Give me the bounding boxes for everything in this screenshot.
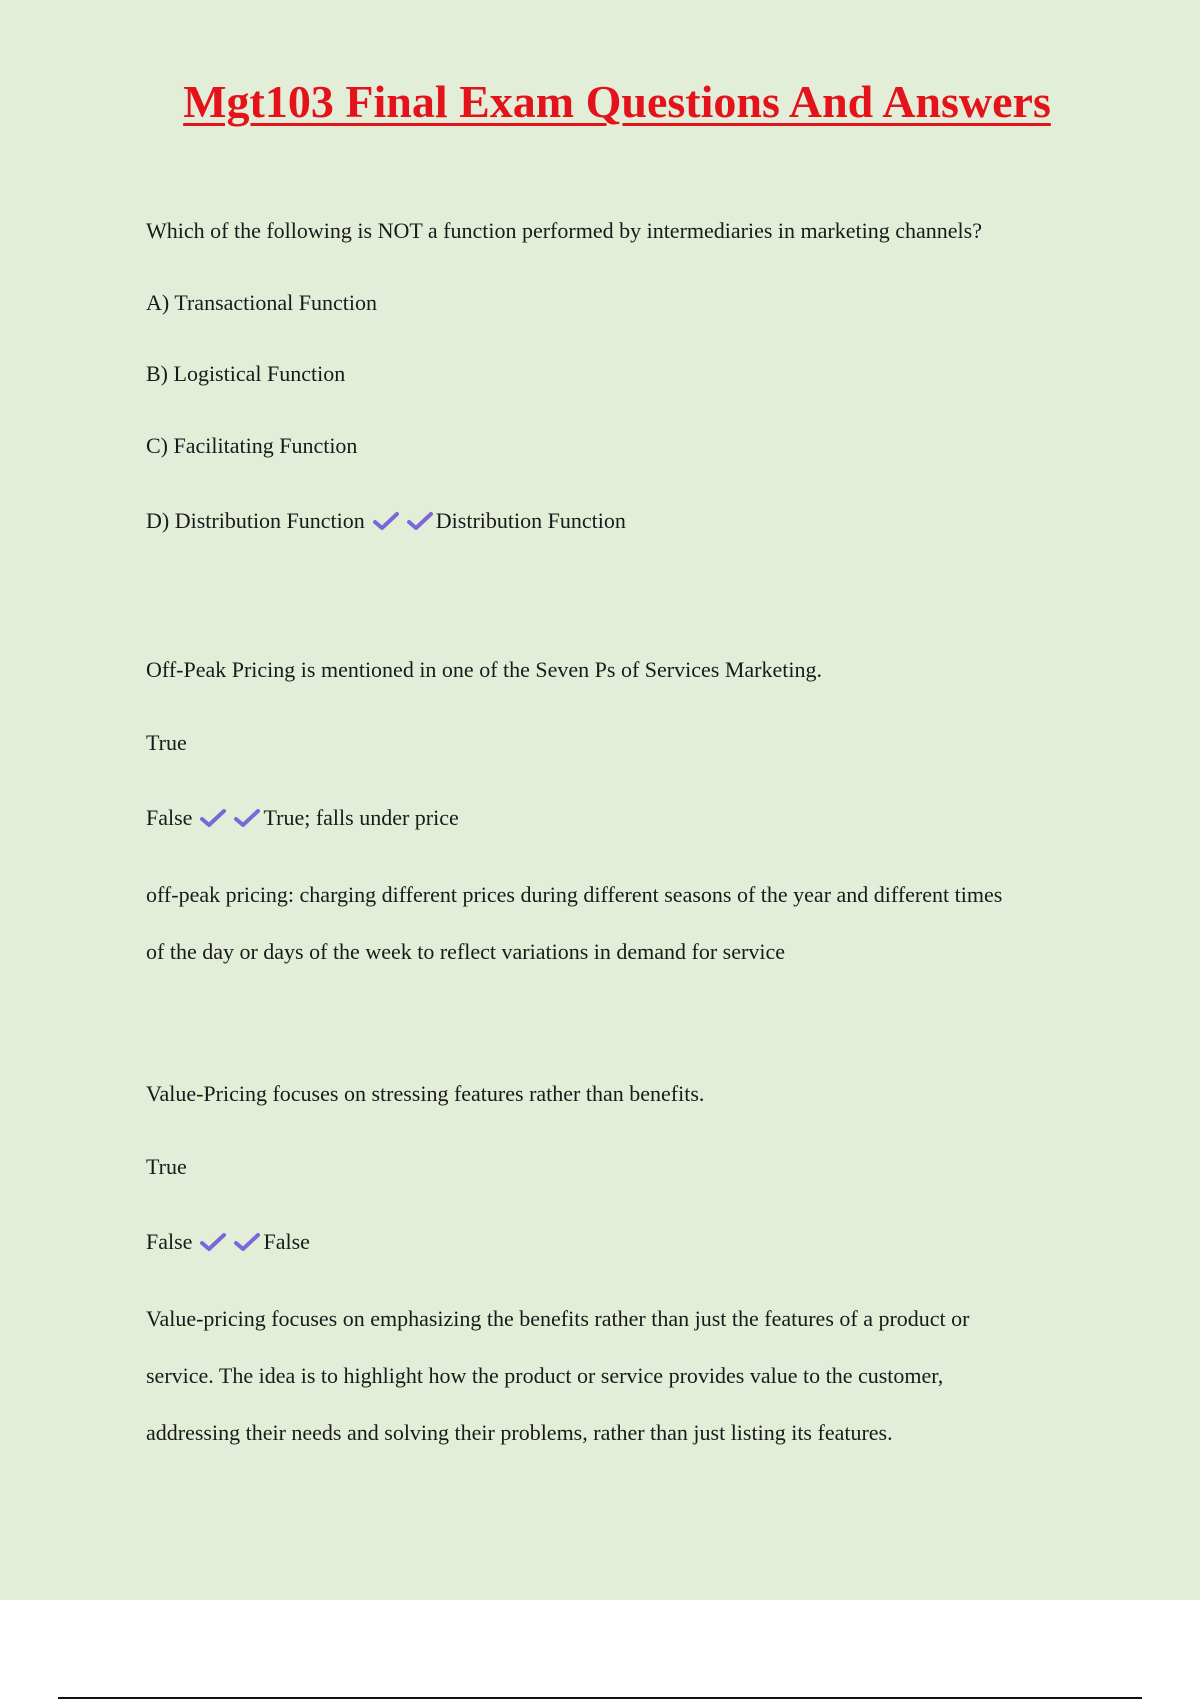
- question-3-explanation-line-2: service. The idea is to highlight how the product or service provides value to the customer,: [146, 1363, 944, 1388]
- check-icon: [407, 511, 433, 531]
- question-1-correct-answer: Distribution Function: [435, 508, 626, 533]
- question-1-text: Which of the following is NOT a function performed by intermediaries in marketing channels?: [146, 218, 982, 243]
- question-2-explanation-line-2: of the day or days of the week to reflect variations in demand for service: [146, 939, 785, 964]
- question-2-answer-line: [146, 803, 459, 833]
- question-2-option-true: True: [146, 730, 187, 755]
- question-1-option-d: D) Distribution Function: [146, 508, 365, 533]
- question-3-answer-line: [146, 1227, 310, 1257]
- question-3-correct-answer: False: [263, 1229, 310, 1254]
- question-3-option-false: False: [146, 1229, 193, 1254]
- question-1-option-b: B) Logistical Function: [146, 361, 346, 386]
- check-icon: [200, 808, 226, 828]
- check-icon: [234, 1232, 260, 1252]
- question-1-answer-line: [146, 506, 626, 536]
- check-icon: [234, 808, 260, 828]
- check-icon: [373, 511, 399, 531]
- question-1-option-c: C) Facilitating Function: [146, 433, 358, 458]
- question-3-explanation-line-3: addressing their needs and solving their problems, rather than just listing its features.: [146, 1420, 893, 1445]
- question-2-correct-answer: True; falls under price: [263, 805, 459, 830]
- question-2-option-false: False: [146, 805, 193, 830]
- question-3-text: Value-Pricing focuses on stressing features rather than benefits.: [146, 1081, 705, 1106]
- question-3-explanation-line-1: Value-pricing focuses on emphasizing the benefits rather than just the features of a product or: [146, 1306, 970, 1331]
- question-3-option-true: True: [146, 1154, 187, 1179]
- question-1-option-a: A) Transactional Function: [146, 290, 377, 315]
- check-icon: [200, 1232, 226, 1252]
- question-2-explanation-line-1: off-peak pricing: charging different prices during different seasons of the year and different times: [146, 882, 1003, 907]
- footer-divider: [58, 1697, 1142, 1699]
- document-title: Mgt103 Final Exam Questions And Answers: [183, 76, 1051, 127]
- question-2-text: Off-Peak Pricing is mentioned in one of the Seven Ps of Services Marketing.: [146, 657, 822, 682]
